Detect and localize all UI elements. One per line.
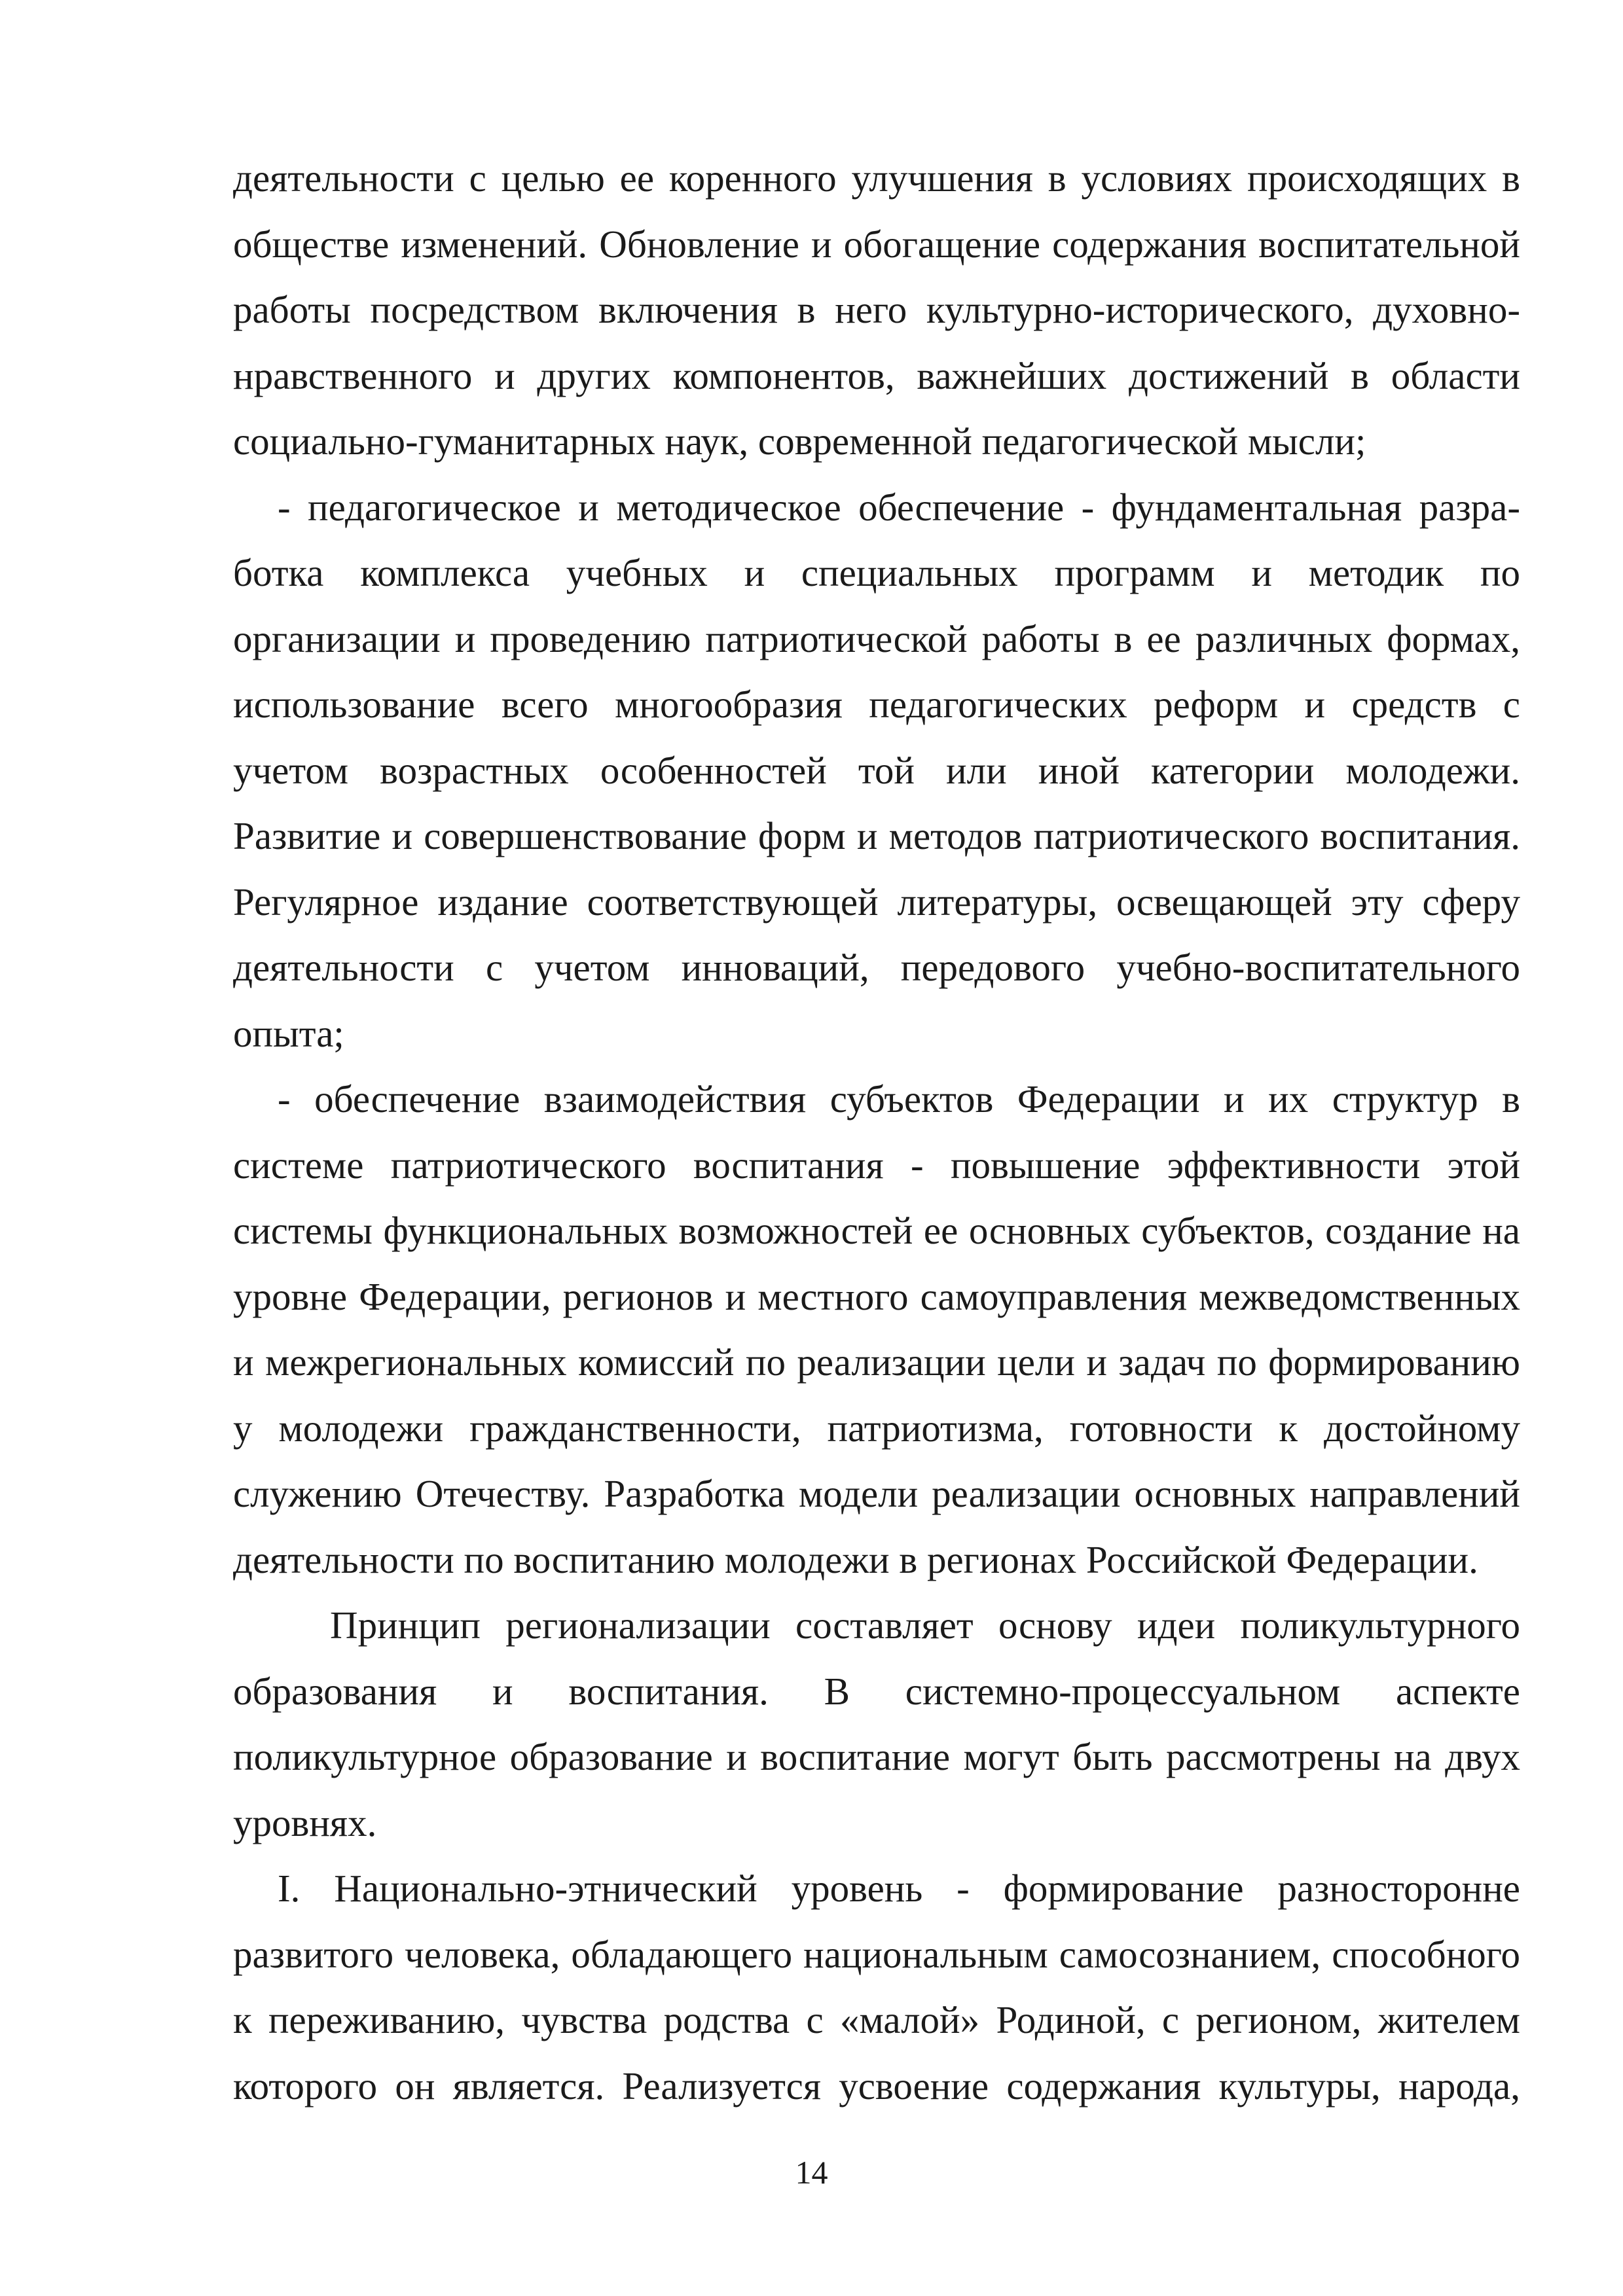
numbered-item-line: I. Национально-этнический уровень - формирование разносторонне [278,1867,1520,1910]
text-line: работы посредством включения в него культурно-исторического, духовно- [233,288,1520,331]
paragraph-first-line: Принцип регионализации составляет основу идеи поликультурного [330,1604,1520,1647]
text-line: служению Отечеству. Разработка модели реализации основных направлений [233,1472,1520,1515]
text-line: уровнях. [233,1801,377,1844]
text-line: Регулярное издание соответствующей литературы, освещающей эту сферу [233,880,1520,924]
text-line: опыта; [233,1011,344,1055]
text-line: учетом возрастных особенностей той или иной категории молодежи. [233,748,1520,792]
text-line: деятельности с целью ее коренного улучшения в условиях происходящих в [233,156,1520,200]
text-line: развитого человека, обладающего национальным самосознанием, способного [233,1932,1520,1976]
text-line: и межрегиональных комиссий по реализации цели и задач по формированию [233,1340,1520,1384]
text-line: социально-гуманитарных наук, современной педагогической мысли; [233,420,1366,463]
text-line: которого он является. Реализуется усвоение содержания культуры, народа, [233,2064,1520,2108]
text-line: системы функциональных возможностей ее основных субъектов, создание на [233,1209,1520,1252]
text-line: организации и проведению патриотической работы в ее различных формах, [233,617,1520,660]
text-line: поликультурное образование и воспитание могут быть рассмотрены на двух [233,1735,1520,1778]
text-line: образования и воспитания. В системно-процессуальном аспекте [233,1669,1520,1713]
text-line: системе патриотического воспитания - повышение эффективности этой [233,1143,1520,1187]
text-line: ботка комплекса учебных и специальных программ и методик по [233,551,1520,594]
text-line: обществе изменений. Обновление и обогащение содержания воспитательной [233,222,1520,266]
text-line: деятельности по воспитанию молодежи в регионах Российской Федерации. [233,1537,1478,1581]
text-line: у молодежи гражданственности, патриотизма, готовности к достойному [233,1406,1520,1450]
body-text [233,145,1520,2119]
text-line: нравственного и других компонентов, важнейших достижений в области [233,353,1520,397]
text-line: использование всего многообразия педагогических реформ и средств с [233,683,1520,726]
list-item-line: - обеспечение взаимодействия субъектов Федерации и их структур в [278,1077,1520,1121]
page-number: 14 [795,2154,828,2191]
list-item-line: - педагогическое и методическое обеспечение - фундаментальная разра- [278,485,1520,529]
text-line: уровне Федерации, регионов и местного самоуправления межведомственных [233,1274,1520,1318]
text-line: к переживанию, чувства родства с «малой» Родиной, с регионом, жителем [233,1998,1520,2041]
text-line: Развитие и совершенствование форм и методов патриотического воспитания. [233,814,1520,857]
text-line: деятельности с учетом инноваций, передового учебно-воспитательного [233,946,1520,989]
